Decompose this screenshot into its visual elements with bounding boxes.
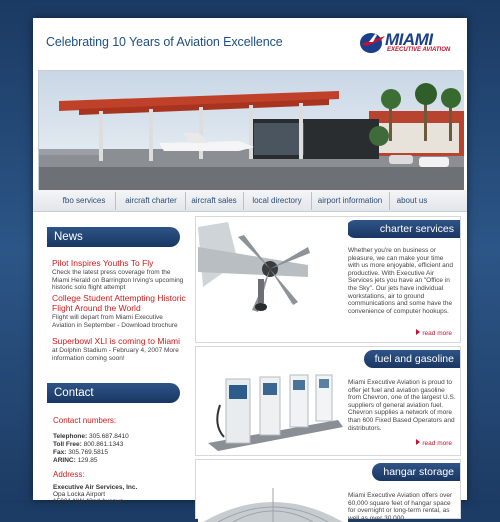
service-heading[interactable]: hangar storage [372,463,460,481]
news-title[interactable]: Superbowl XLI is coming to Miami [52,336,181,346]
news-title[interactable]: Pilot Inspires Youths To Fly [52,258,154,268]
service-heading[interactable]: fuel and gasoline [364,350,460,368]
address-label: Address: [53,470,85,479]
tollfree-line: Toll Free: 800.861.1343 [53,441,124,448]
address-line-2: 15001 NW 42nd Avenue [53,498,124,505]
nav-divider [115,192,116,210]
contact-heading: Contact [47,383,180,403]
news-body: Check the latest press coverage from the Miami Herald on Barrington Irving's upcoming historic solo flight attempt [52,269,184,292]
header [33,18,467,68]
nav-airport-information[interactable]: airport information [317,196,383,205]
hero-image [38,70,463,190]
left-column [41,218,191,505]
nav-aircraft-charter[interactable]: aircraft charter [125,196,177,205]
services-column [195,216,461,522]
nav-aircraft-sales[interactable]: aircraft sales [191,196,237,205]
news-item[interactable] [52,258,187,292]
logo-subtitle: EXECUTIVE AVIATION [387,47,451,53]
nav-divider [185,192,186,210]
plane-logo-icon [359,30,387,56]
news-item[interactable] [52,336,187,362]
logo[interactable] [359,30,459,56]
service-heading[interactable]: charter services [346,220,460,238]
news-item[interactable] [52,293,187,329]
news-title[interactable]: College Student Attempting Historic Flight Around the World [52,293,186,313]
contact-numbers-label: Contact numbers: [53,416,117,425]
nav-divider [243,192,244,210]
service-text: Whether you're on business or pleasure, we can make your time with us more enjoyable, efficient and productive. With Executive Air Services jets you have an "Office in the Sky". Our jets have individual workstations, air to ground communications and some have the convenience of computer hookups. [348,247,454,315]
news-body: Flight will depart from Miami Executive Aviation in September - Download brochure [52,314,178,329]
arinc-line: ARINC: 129.85 [53,457,98,464]
service-card-hangar [195,459,461,522]
news-heading: News [47,227,180,247]
tagline: Celebrating 10 Years of Aviation Excellence [46,35,283,49]
read-more-link[interactable]: read more [416,329,452,337]
company-name: Executive Air Services, Inc. [53,484,138,491]
aircraft-propeller-photo [198,217,348,317]
telephone-line: Telephone: 305.687.8410 [53,433,129,440]
nav-about-us[interactable]: about us [396,196,428,205]
read-more-link[interactable]: read more [416,439,452,447]
fax-line: Fax: 305.769.5815 [53,449,108,456]
nav-fbo-services[interactable]: fbo services [62,196,106,205]
arrow-right-icon [416,329,420,335]
address-line-1: Opa Locka Airport [53,491,106,498]
main-nav [33,190,467,212]
logo-word: MIAMI [385,30,433,49]
hangar-photo [198,482,348,522]
nav-local-directory[interactable]: local directory [252,196,302,205]
nav-divider [311,192,312,210]
service-text: Miami Executive Aviation is proud to offer jet fuel and aviation gasoline from Chevron, one of the largest U.S. suppliers of general aviation fuel. Chevron supplies a network of more than 600 Fixed Based Operators and distributors. [348,379,456,432]
page-container [33,18,467,522]
service-card-fuel [195,346,461,456]
news-body: at Dolphin Stadium - February 4, 2007 More information coming soon! [52,347,179,362]
fbo-building-photo [39,71,464,191]
service-text: Miami Executive Aviation offers over 60,000 square feet of hangar space for overnight or long-term rental, as well as over 30,000 [348,492,453,522]
service-card-charter [195,216,461,343]
fuel-pumps-photo [198,365,348,455]
nav-divider [389,192,390,210]
arrow-right-icon [416,439,420,445]
